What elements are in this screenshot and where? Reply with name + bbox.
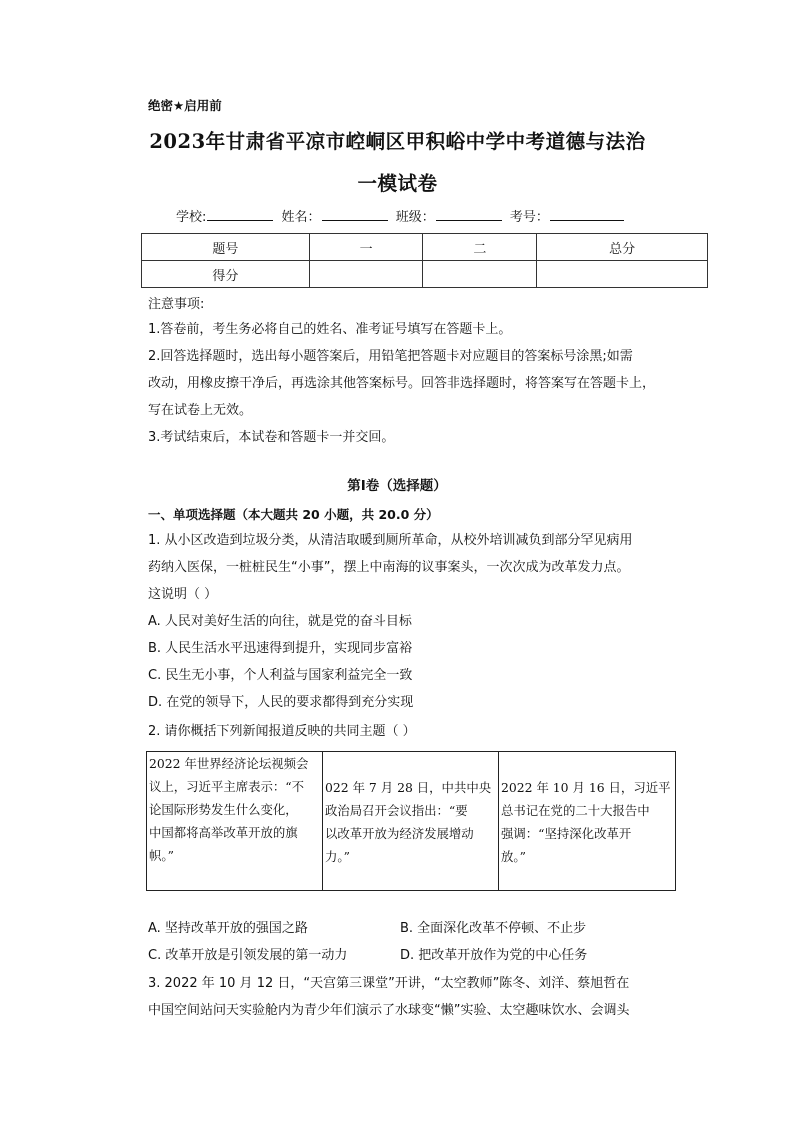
news-line: 帜。”: [149, 848, 174, 863]
q1-option-b: B. 人民生活水平迅速得到提升，实现同步富裕: [148, 641, 413, 656]
exam-no-blank: [550, 208, 624, 221]
news-line: 强调：“坚持深化改革开: [501, 826, 632, 841]
q2-option-c: C. 改革开放是引领发展的第一动力: [148, 948, 348, 963]
q1-option-a: A. 人民对美好生活的向往，就是党的奋斗目标: [148, 614, 412, 629]
exam-title-line1: 2023年甘肃省平凉市崆峒区甲积峪中学中考道德与法治: [149, 130, 646, 153]
news-line: 论国际形势发生什么变化，: [149, 802, 298, 817]
q2-stem: 2. 请你概括下列新闻报道反映的共同主题（ ）: [148, 724, 416, 739]
score-table-cell: 总分: [537, 234, 708, 261]
student-info-row: [176, 206, 628, 225]
class-label: 班级：: [395, 210, 435, 225]
q3-stem-line: 中国空间站问天实验舱内为青少年们演示了水球变“懒”实验、太空趣味饮水、会调头: [148, 1003, 630, 1018]
notes-item: 3.考试结束后，本试卷和答题卡一并交回。: [148, 430, 395, 445]
news-cell-3: [499, 752, 676, 891]
news-line: 2022 年世界经济论坛视频会: [149, 756, 309, 771]
news-row: [147, 752, 676, 891]
news-table: [146, 751, 676, 891]
q1-option-c: C. 民生无小事，个人利益与国家利益完全一致: [148, 668, 413, 683]
q1-option-d: D. 在党的领导下，人民的要求都得到充分实现: [148, 695, 414, 710]
school-blank: [207, 208, 273, 221]
score-table-cell: 二: [423, 234, 537, 261]
q2-option-a: A. 坚持改革开放的强国之路: [148, 921, 308, 936]
news-line: 政治局召开会议指出：“要: [325, 803, 468, 818]
score-table-cell: [309, 261, 423, 288]
score-table-cell: 题号: [142, 234, 310, 261]
news-line: 022 年 7 月 28 日，中共中央: [325, 780, 492, 795]
score-table-cell: 得分: [142, 261, 310, 288]
exam-no-label: 考号：: [509, 210, 549, 225]
news-line: 放。”: [501, 849, 526, 864]
q2-option-d: D. 把改革开放作为党的中心任务: [400, 948, 588, 963]
news-line: 中国都将高举改革开放的旗: [149, 825, 298, 840]
news-line: 以改革开放为经济发展增动: [325, 826, 474, 841]
exam-title-line2: 一模试卷: [357, 172, 438, 195]
q1-stem-line: 1. 从小区改造到垃圾分类，从清洁取暖到厕所革命，从校外培训减负到部分罕见病用: [148, 533, 633, 548]
score-table-cell: [423, 261, 537, 288]
notes-item: 2.回答选择题时，选出每小题答案后，用铅笔把答题卡对应题目的答案标号涂黑;如需: [148, 349, 633, 364]
news-cell-2: [323, 752, 499, 891]
q1-stem-line: 这说明（ ）: [148, 587, 218, 602]
news-line: 2022 年 10 月 16 日，习近平: [501, 780, 671, 795]
notes-heading: 注意事项:: [148, 297, 205, 312]
q3-stem-line: 3. 2022 年 10 月 12 日，“天宫第三课堂”开讲，“太空教师”陈冬、刘洋、蔡旭哲在: [148, 976, 630, 991]
notes-item: 写在试卷上无效。: [148, 403, 253, 418]
class-blank: [436, 208, 502, 221]
notes-item: 1.答卷前，考生务必将自己的姓名、准考证号填写在答题卡上。: [148, 322, 512, 337]
score-table: [141, 233, 708, 288]
school-label: 学校:: [176, 210, 207, 225]
name-blank: [322, 208, 388, 221]
news-cell-1: [147, 752, 323, 891]
part-heading: 一、单项选择题（本大题共 20 小题，共 20.0 分）: [148, 507, 439, 522]
score-table-score-row: [142, 261, 708, 288]
news-line: 议上，习近平主席表示：“不: [149, 779, 305, 794]
name-label: 姓名：: [281, 210, 321, 225]
section-title: 第Ⅰ卷（选择题）: [347, 478, 447, 494]
news-line: 力。”: [325, 849, 350, 864]
score-table-cell: [537, 261, 708, 288]
news-line: 总书记在党的二十大报告中: [501, 803, 650, 818]
score-table-header-row: [142, 234, 708, 261]
secret-mark: 绝密★启用前: [148, 98, 222, 113]
notes-item: 改动，用橡皮擦干净后，再选涂其他答案标号。回答非选择题时，将答案写在答题卡上，: [148, 376, 656, 391]
q2-option-b: B. 全面深化改革不停顿、不止步: [400, 921, 587, 936]
score-table-cell: 一: [309, 234, 423, 261]
q1-stem-line: 药纳入医保，一桩桩民生“小事”，摆上中南海的议事案头，一次次成为改革发力点。: [148, 560, 630, 575]
